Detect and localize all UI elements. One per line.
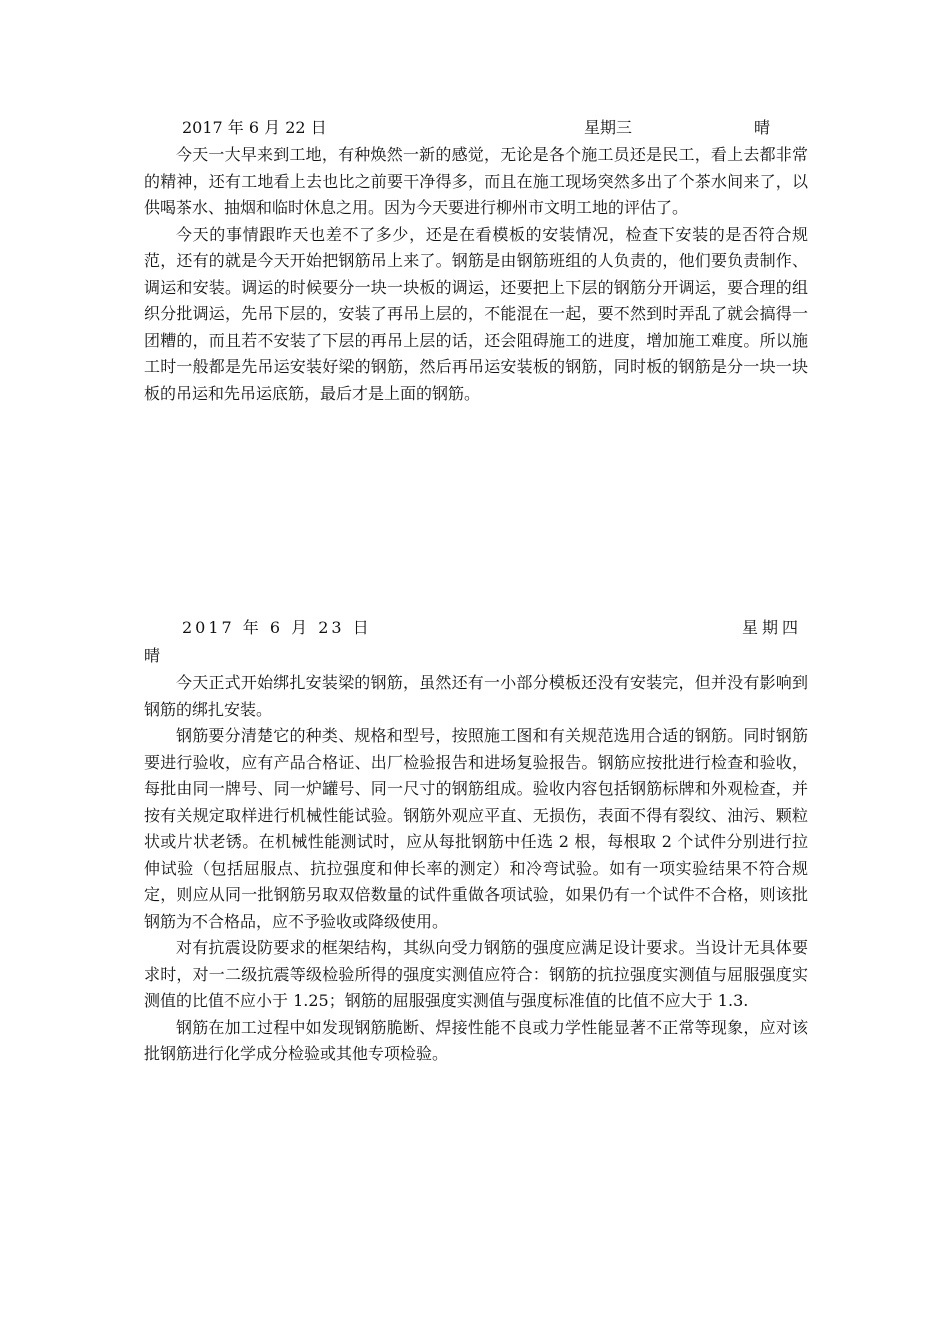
entry-weather: 晴 (754, 118, 771, 137)
entry-header (144, 114, 808, 142)
entry-header (144, 614, 808, 642)
entry-date: 2017 年 6 月 23 日 (182, 618, 372, 637)
diary-entry-2017-06-22 (144, 114, 808, 407)
entry-weather: 晴 (144, 646, 161, 665)
diary-entry-2017-06-23 (144, 614, 808, 1068)
entry-paragraph: 钢筋要分清楚它的种类、规格和型号，按照施工图和有关规范选用合适的钢筋。同时钢筋要进行验收，应有产品合格证、出厂检验报告和进场复验报告。钢筋应按批进行检查和验收，每批由同一牌号、同一炉罐号、同一尺寸的钢筋组成。验收内容包括钢筋标牌和外观检查，并按有关规定取样进行机械性能试验。钢筋外观应平直、无损伤，表面不得有裂纹、油污、颗粒状或片状老锈。在机械性能测试时，应从每批钢筋中任选 2 根，每根取 2 个试件分别进行拉伸试验（包括屈服点、抗拉强度和伸长率的测定）和冷弯试验。如有一项实验结果不符合规定，则应从同一批钢筋另取双倍数量的试件重做各项试验，如果仍有一个试件不合格，则该批钢筋为不合格品，应不予验收或降级使用。 (144, 726, 808, 931)
entry-date: 2017 年 6 月 22 日 (182, 118, 327, 137)
entry-paragraph: 对有抗震设防要求的框架结构，其纵向受力钢筋的强度应满足设计要求。当设计无具体要求时，对一二级抗震等级检验所得的强度实测值应符合：钢筋的抗拉强度实测值与屈服强度实测值的比值不应小于 1.25；钢筋的屈服强度实测值与强度标准值的比值不应大于 1.3. (144, 938, 808, 1010)
entry-paragraph: 钢筋在加工过程中如发现钢筋脆断、焊接性能不良或力学性能显著不正常等现象，应对该批钢筋进行化学成分检验或其他专项检验。 (144, 1017, 808, 1063)
entry-paragraph: 今天正式开始绑扎安装梁的钢筋，虽然还有一小部分模板还没有安装完，但并没有影响到钢筋的绑扎安装。 (144, 673, 808, 719)
entry-paragraph: 今天的事情跟昨天也差不了多少，还是在看模板的安装情况，检查下安装的是否符合规范，还有的就是今天开始把钢筋吊上来了。钢筋是由钢筋班组的人负责的，他们要负责制作、调运和安装。调运的时候要分一块一块板的调运，还要把上下层的钢筋分开调运，要合理的组织分批调运，先吊下层的，安装了再吊上层的，不能混在一起，要不然到时弄乱了就会搞得一团糟的，而且若不安装了下层的再吊上层的话，还会阻碍施工的进度，增加施工难度。所以施工时一般都是先吊运安装好梁的钢筋，然后再吊运安装板的钢筋，同时板的钢筋是分一块一块板的吊运和先吊运底筋，最后才是上面的钢筋。 (144, 224, 808, 403)
entry-paragraph: 今天一大早来到工地，有种焕然一新的感觉，无论是各个施工员还是民工，看上去都非常的精神，还有工地看上去也比之前要干净得多，而且在施工现场突然多出了个茶水间来了，以供喝茶水、抽烟和临时休息之用。因为今天要进行柳州市文明工地的评估了。 (144, 145, 808, 217)
entry-weekday: 星期四 (741, 618, 802, 637)
entry-weekday: 星期三 (584, 118, 633, 137)
